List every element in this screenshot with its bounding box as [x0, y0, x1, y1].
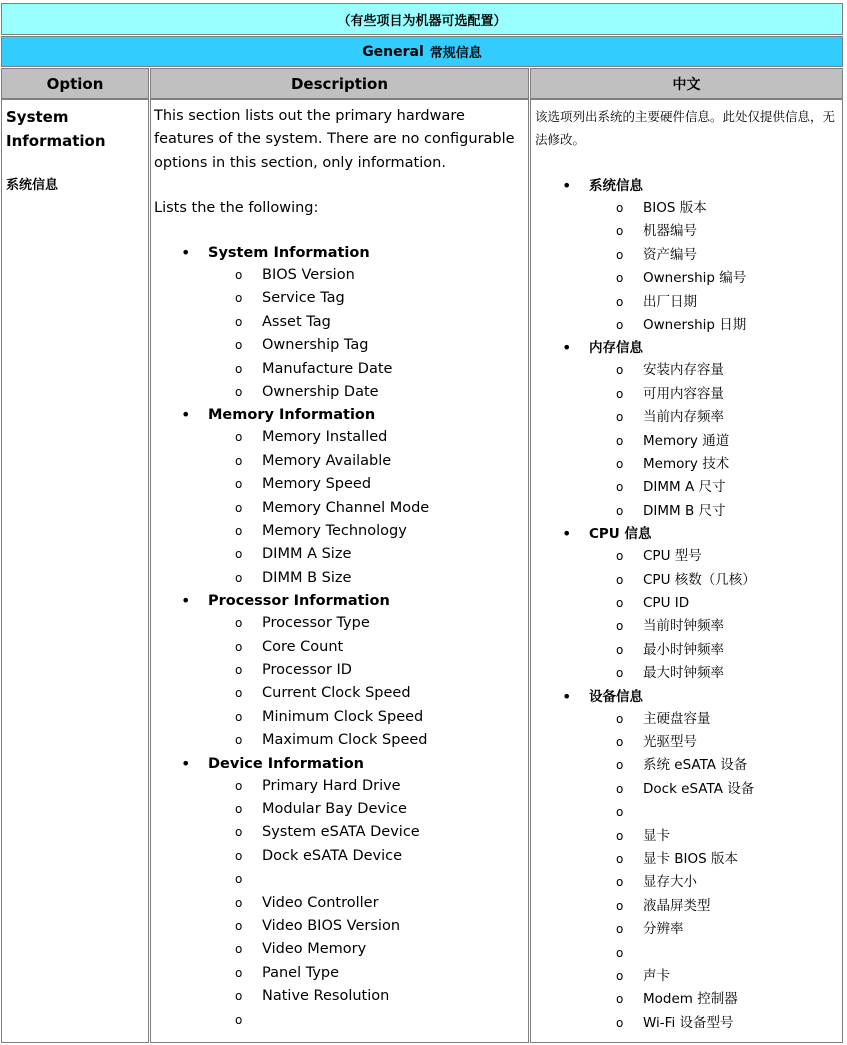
- circle-bullet-icon: o: [616, 503, 624, 518]
- circle-bullet-icon: o: [235, 802, 243, 816]
- list-group-label: Device Information: [208, 755, 364, 772]
- column-header-description-label: Description: [290, 74, 389, 93]
- list-item-label: Ownership 编号: [643, 270, 747, 287]
- circle-bullet-icon: o: [235, 477, 243, 492]
- general-banner: [1, 36, 843, 67]
- list-item-label: 最小时钟频率: [643, 641, 724, 658]
- circle-bullet-icon: o: [235, 616, 243, 631]
- list-item-label: 当前内存频率: [643, 409, 724, 426]
- bullet-icon: •: [181, 405, 191, 425]
- list-item-label: 当前时钟频率: [643, 618, 724, 635]
- circle-bullet-icon: o: [235, 778, 243, 793]
- list-item-label: CPU ID: [643, 595, 690, 611]
- list-item-label: Core Count: [262, 638, 344, 655]
- circle-bullet-icon: o: [235, 1012, 243, 1027]
- circle-bullet-icon: o: [235, 291, 243, 306]
- list-item-label: DIMM B 尺寸: [643, 502, 726, 519]
- circle-bullet-icon: o: [616, 852, 624, 866]
- circle-bullet-icon: o: [616, 898, 624, 913]
- bullet-icon: •: [562, 524, 572, 544]
- circle-bullet-icon: o: [235, 709, 243, 724]
- bullet-icon: •: [181, 243, 191, 262]
- list-item-label: Processor Type: [262, 615, 370, 632]
- circle-bullet-icon: o: [235, 965, 243, 980]
- circle-bullet-icon: o: [235, 361, 243, 376]
- column-header-chinese: [530, 68, 843, 99]
- list-item-label: Primary Hard Drive: [262, 777, 401, 794]
- list-group-label: Memory Information: [208, 407, 376, 424]
- circle-bullet-icon: o: [616, 480, 624, 495]
- option-cell: [1, 99, 149, 1043]
- list-group-label: 设备信息: [589, 688, 643, 705]
- circle-bullet-icon: o: [235, 639, 243, 654]
- list-item-label: Memory Installed: [262, 429, 388, 446]
- column-header-chinese-label: 中文: [672, 76, 701, 93]
- list-item-label: Ownership 日期: [643, 317, 747, 333]
- bullet-icon: •: [562, 176, 572, 195]
- circle-bullet-icon: o: [616, 410, 624, 425]
- list-item-label: Modem 控制器: [643, 991, 738, 1008]
- list-item-label: 液晶屏类型: [643, 897, 711, 914]
- list-item-label: Native Resolution: [262, 988, 390, 1005]
- circle-bullet-icon: o: [616, 711, 624, 726]
- list-item-label: CPU 核数（几核）: [643, 571, 756, 588]
- circle-bullet-icon: o: [235, 268, 243, 282]
- list-item-label: Memory Speed: [262, 476, 372, 493]
- list-item-label: Dock eSATA 设备: [643, 780, 755, 797]
- circle-bullet-icon: o: [616, 294, 624, 309]
- circle-bullet-icon: o: [616, 781, 624, 796]
- list-item-label: Ownership Tag: [262, 337, 369, 354]
- description-cell: [150, 99, 529, 1043]
- list-item-label: BIOS Version: [262, 267, 355, 283]
- list-group-label: Processor Information: [208, 593, 390, 610]
- list-item-label: Memory Technology: [262, 523, 407, 539]
- list-item-label: Memory Channel Mode: [262, 499, 430, 516]
- circle-bullet-icon: o: [235, 686, 243, 701]
- list-item-label: Processor ID: [262, 662, 352, 678]
- circle-bullet-icon: o: [235, 919, 243, 933]
- list-item-label: Video Controller: [262, 894, 379, 911]
- description-intro: This section lists out the primary hardware features of the system. There are no configurable options in this section, only information.: [154, 108, 515, 171]
- circle-bullet-icon: o: [616, 572, 624, 587]
- list-item-label: Ownership Date: [262, 384, 379, 400]
- list-item-label: Video Memory: [262, 941, 367, 958]
- list-item-label: Memory Available: [262, 452, 392, 469]
- circle-bullet-icon: o: [235, 385, 243, 399]
- chinese-cell: [530, 99, 843, 1043]
- list-item-label: BIOS 版本: [643, 200, 707, 216]
- general-title: General: [362, 43, 424, 60]
- list-item-label: 系统 eSATA 设备: [643, 757, 748, 774]
- list-item-label: 显卡 BIOS 版本: [643, 851, 739, 867]
- circle-bullet-icon: o: [616, 805, 624, 820]
- circle-bullet-icon: o: [616, 363, 624, 378]
- list-item-label: Service Tag: [262, 290, 345, 307]
- description-lead: Lists the the following:: [154, 200, 319, 216]
- circle-bullet-icon: o: [235, 895, 243, 910]
- list-item-label: 主硬盘容量: [643, 710, 711, 727]
- column-header-option-label: Option: [46, 74, 104, 93]
- circle-bullet-icon: o: [616, 758, 624, 773]
- list-item-label: 光驱型号: [643, 734, 697, 750]
- list-item-label: 出厂日期: [643, 293, 697, 310]
- circle-bullet-icon: o: [235, 547, 243, 562]
- circle-bullet-icon: o: [235, 314, 243, 329]
- circle-bullet-icon: o: [616, 457, 624, 471]
- list-item-label: Video BIOS Version: [262, 918, 401, 934]
- circle-bullet-icon: o: [235, 500, 243, 515]
- list-item-label: 分辨率: [643, 921, 684, 938]
- list-item-label: Asset Tag: [262, 313, 331, 330]
- circle-bullet-icon: o: [616, 969, 624, 983]
- circle-bullet-icon: o: [235, 663, 243, 677]
- circle-bullet-icon: o: [616, 735, 624, 749]
- list-item-label: Memory 技术: [643, 456, 730, 472]
- list-item-label: 声卡: [643, 968, 670, 984]
- circle-bullet-icon: o: [616, 224, 624, 239]
- circle-bullet-icon: o: [235, 524, 243, 538]
- chinese-intro: 该选项列出系统的主要硬件信息。此处仅提供信息，无法修改。: [535, 109, 836, 147]
- circle-bullet-icon: o: [616, 922, 624, 937]
- list-group-label: System Information: [208, 245, 370, 261]
- circle-bullet-icon: o: [616, 386, 624, 401]
- option-title: System Information: [6, 108, 106, 150]
- bullet-icon: •: [181, 753, 191, 773]
- circle-bullet-icon: o: [616, 433, 624, 448]
- list-item-label: Minimum Clock Speed: [262, 708, 424, 725]
- circle-bullet-icon: o: [235, 733, 243, 748]
- circle-bullet-icon: o: [616, 666, 624, 681]
- column-header-option: [1, 68, 149, 99]
- list-group-label: CPU 信息: [589, 526, 652, 543]
- circle-bullet-icon: o: [616, 875, 624, 890]
- optional-config-note: （有些项目为机器可选配置）: [337, 13, 507, 29]
- list-item-label: DIMM A Size: [262, 546, 352, 563]
- list-item-label: Manufacture Date: [262, 360, 393, 377]
- circle-bullet-icon: o: [616, 992, 624, 1007]
- circle-bullet-icon: o: [235, 942, 243, 957]
- circle-bullet-icon: o: [616, 247, 624, 262]
- circle-bullet-icon: o: [616, 828, 624, 843]
- list-item-label: 显存大小: [643, 874, 697, 891]
- list-item-label: 可用内容容量: [643, 385, 724, 402]
- circle-bullet-icon: o: [616, 271, 624, 286]
- circle-bullet-icon: o: [616, 549, 624, 564]
- list-item-label: 最大时钟频率: [643, 665, 724, 682]
- circle-bullet-icon: o: [616, 945, 624, 960]
- list-item-label: Dock eSATA Device: [262, 847, 403, 864]
- bullet-icon: •: [562, 686, 572, 706]
- circle-bullet-icon: o: [616, 619, 624, 634]
- circle-bullet-icon: o: [616, 642, 624, 657]
- option-title-zh: 系统信息: [6, 178, 59, 193]
- circle-bullet-icon: o: [235, 338, 243, 353]
- list-item-label: Wi-Fi 设备型号: [643, 1014, 734, 1031]
- optional-config-banner: [1, 3, 843, 35]
- general-title-zh: 常规信息: [429, 46, 482, 61]
- bullet-icon: •: [562, 338, 572, 358]
- circle-bullet-icon: o: [235, 989, 243, 1004]
- list-item-label: System eSATA Device: [262, 824, 420, 841]
- circle-bullet-icon: o: [235, 453, 243, 468]
- circle-bullet-icon: o: [235, 825, 243, 840]
- list-item-label: 资产编号: [643, 246, 697, 263]
- column-header-description: [150, 68, 529, 99]
- circle-bullet-icon: o: [235, 848, 243, 863]
- list-item-label: Current Clock Speed: [262, 685, 411, 702]
- circle-bullet-icon: o: [235, 872, 243, 887]
- bullet-icon: •: [181, 591, 191, 611]
- circle-bullet-icon: o: [235, 570, 243, 585]
- list-group-label: 系统信息: [589, 178, 643, 194]
- list-item-label: CPU 型号: [643, 548, 702, 565]
- circle-bullet-icon: o: [235, 430, 243, 445]
- circle-bullet-icon: o: [616, 596, 624, 610]
- list-item-label: 安装内存容量: [643, 362, 724, 379]
- circle-bullet-icon: o: [616, 201, 624, 215]
- list-item-label: 机器编号: [643, 223, 697, 240]
- list-item-label: DIMM B Size: [262, 569, 352, 586]
- list-item-label: DIMM A 尺寸: [643, 479, 726, 496]
- list-item-label: Modular Bay Device: [262, 801, 407, 817]
- list-item-label: 显卡: [643, 827, 670, 844]
- list-item-label: Memory 通道: [643, 432, 730, 449]
- list-item-label: Maximum Clock Speed: [262, 732, 428, 749]
- circle-bullet-icon: o: [616, 1015, 624, 1030]
- list-group-label: 内存信息: [589, 340, 643, 357]
- list-item-label: Panel Type: [262, 964, 340, 981]
- circle-bullet-icon: o: [616, 318, 624, 332]
